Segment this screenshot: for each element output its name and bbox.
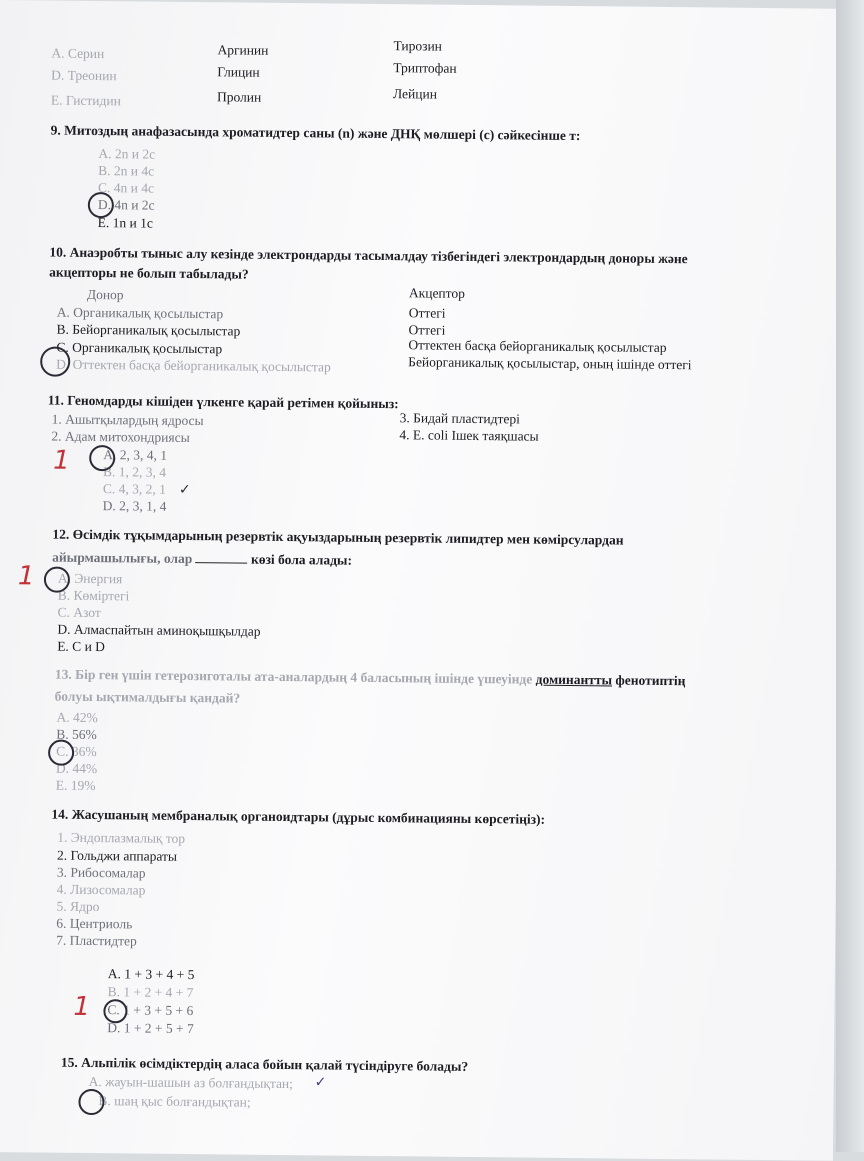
q14-item-6: 6. Центриоль [56, 915, 133, 932]
q12-question-line2b: көзі бола алады: [250, 551, 353, 568]
q14-item-1: 1. Эндоплазмалық тор [57, 829, 186, 846]
answer-circle-mark [48, 740, 74, 766]
q8-col3-item: Лейцин [392, 86, 438, 102]
q14-option-c: C. 1 + 3 + 5 + 6 [107, 1002, 194, 1019]
q8-col3-item: Триптофан [393, 60, 457, 76]
page-edge-background [836, 0, 864, 1152]
q13-option-c: C. 36% [56, 743, 97, 760]
answer-circle-mark [78, 1089, 104, 1115]
q10-acceptor-c: Оттектен басқа бейорганикалық қосылыстар [408, 337, 667, 355]
q13-question-line1b: доминантты [535, 671, 613, 688]
q9-option-b: B. 2n и 4c [98, 163, 155, 179]
q14-option-a: A. 1 + 3 + 4 + 5 [107, 966, 195, 983]
q11-question: 11. Геномдарды кішіден үлкенге қарай ретімен қойыныз: [47, 392, 399, 412]
q15-option-b: B. шаң қыс болғандықтан; [98, 1093, 251, 1110]
q11-option-a: A. 2, 3, 4, 1 [103, 447, 168, 463]
q14-question: 14. Жасушаның мембраналық органоидтары (дұрыс комбинацияны көрсетіңіз): [51, 806, 546, 827]
answer-circle-mark [103, 999, 127, 1023]
q10-question-line1: 10. Анаэробты тыныс алу кезінде электрондарды тасымалдау тізбегіндегі электрондардың доноры және [49, 244, 688, 267]
q8-col2-item: Глицин [217, 64, 260, 80]
q11-option-d: D. 2, 3, 1, 4 [102, 498, 167, 514]
q14-item-4: 4. Лизосомалар [56, 881, 146, 898]
answer-circle-mark [88, 192, 114, 218]
q14-item-2: 2. Гольджи аппараты [56, 847, 178, 864]
q11-option-b: B. 1, 2, 3, 4 [102, 464, 167, 480]
q10-donor-a: A. Органикалық қосылыстар [56, 304, 224, 322]
q13-question-line1 [55, 667, 686, 690]
q9-option-c: C. 4n и 4c [97, 180, 155, 196]
q13-question-line1c: фенотиптің [615, 672, 686, 689]
q10-acceptor-b: Оттегі [408, 322, 446, 338]
q14-item-5: 5. Ядро [56, 898, 100, 915]
answer-circle-mark [89, 445, 115, 471]
q8-option-a: A. Серин [51, 45, 105, 62]
q11-item-1: 1. Ашытқылардың ядросы [51, 411, 204, 429]
q10-acceptor-a: Оттегі [408, 305, 446, 321]
q14-option-d: D. 1 + 2 + 5 + 7 [107, 1020, 194, 1037]
q12-question-line1: 12. Өсімдік тұқымдарының резервтік ақуыздарының резервтік липидтер мен көмірсулардан [52, 526, 624, 548]
answer-circle-mark [44, 566, 70, 592]
q8-col2-item: Аргинин [217, 42, 269, 58]
score-mark: 1 [53, 445, 70, 476]
q14-item-7: 7. Пластидтер [56, 932, 137, 949]
check-mark-icon: ✓ [314, 1074, 327, 1091]
q10-header-donor: Донор [86, 286, 124, 303]
q9-option-d: D. 4n и 2c [97, 197, 155, 213]
q9-question: 9. Митоздың анафазасында хроматидтер саны (n) және ДНҚ мөлшері (c) сәйкесінше т: [50, 122, 581, 144]
q14-item-3: 3. Рибосомалар [56, 864, 146, 881]
score-mark: 1 [73, 991, 91, 1022]
q13-option-e: E. 19% [55, 777, 96, 794]
q9-option-e: E. 1n и 1c [97, 215, 153, 231]
answer-circle-mark [40, 346, 70, 376]
q13-option-b: B. 56% [56, 726, 97, 743]
q13-option-a: A. 42% [56, 709, 98, 726]
q10-header-acceptor: Акцептор [408, 285, 466, 301]
q12-option-b: B. Көміртегі [57, 587, 130, 604]
q11-item-3: 3. Бидай пластидтері [399, 410, 521, 427]
q10-question-line2: акцепторы не болып табылады? [49, 264, 249, 282]
q12-question-line2a: айырмашылығы, олар [52, 549, 193, 567]
q15-option-a: A. жауын-шашын аз болғандықтан; [88, 1073, 294, 1092]
q8-col3-item: Тирозин [393, 38, 443, 54]
q12-option-c: C. Азот [57, 604, 101, 621]
answer-blank [196, 550, 248, 564]
q13-option-d: D. 44% [55, 760, 98, 777]
q12-question-line2 [52, 549, 352, 569]
q11-item-2: 2. Адам митохондриясы [51, 428, 190, 446]
q15-question: 15. Альпілік өсімдіктердің аласа бойын қалай түсіндіруге болады? [60, 1054, 469, 1074]
q12-option-e: E. C и D [57, 638, 106, 655]
q11-option-c: C. 4, 3, 2, 1 [102, 481, 166, 497]
q10-donor-c: C. Органикалық қосылыстар [56, 339, 223, 357]
q11-item-4: 4. E. coli Ішек таяқшасы [399, 427, 539, 444]
check-mark-icon: ✓ [178, 481, 191, 499]
q10-donor-b: B. Бейорганикалық қосылыстар [56, 321, 241, 339]
q8-option-d: D. Треонин [51, 67, 117, 84]
q13-question-line2: болуы ықтималдығы қандай? [54, 688, 241, 706]
q9-option-a: A. 2n и 2c [98, 146, 156, 162]
q13-question-line1a: 13. Бір ген үшін гетерозиготалы ата-аналардың 4 баласының ішінде үшеуінде [54, 666, 533, 687]
q14-option-b: B. 1 + 2 + 4 + 7 [107, 984, 194, 1001]
q12-option-a: A. Энергия [57, 570, 123, 587]
q12-option-d: D. Алмаспайтын аминоқышқылдар [57, 621, 261, 639]
q8-option-e: E. Гистидин [50, 92, 121, 109]
q8-col2-item: Пролин [216, 89, 262, 105]
score-mark: 1 [17, 561, 35, 592]
q10-acceptor-d: Бейорганикалық қосылыстар, оның ішінде оттегі [408, 354, 692, 373]
q10-donor-d: D. Оттектен басқа бейорганикалық қосылыстар [56, 356, 331, 375]
